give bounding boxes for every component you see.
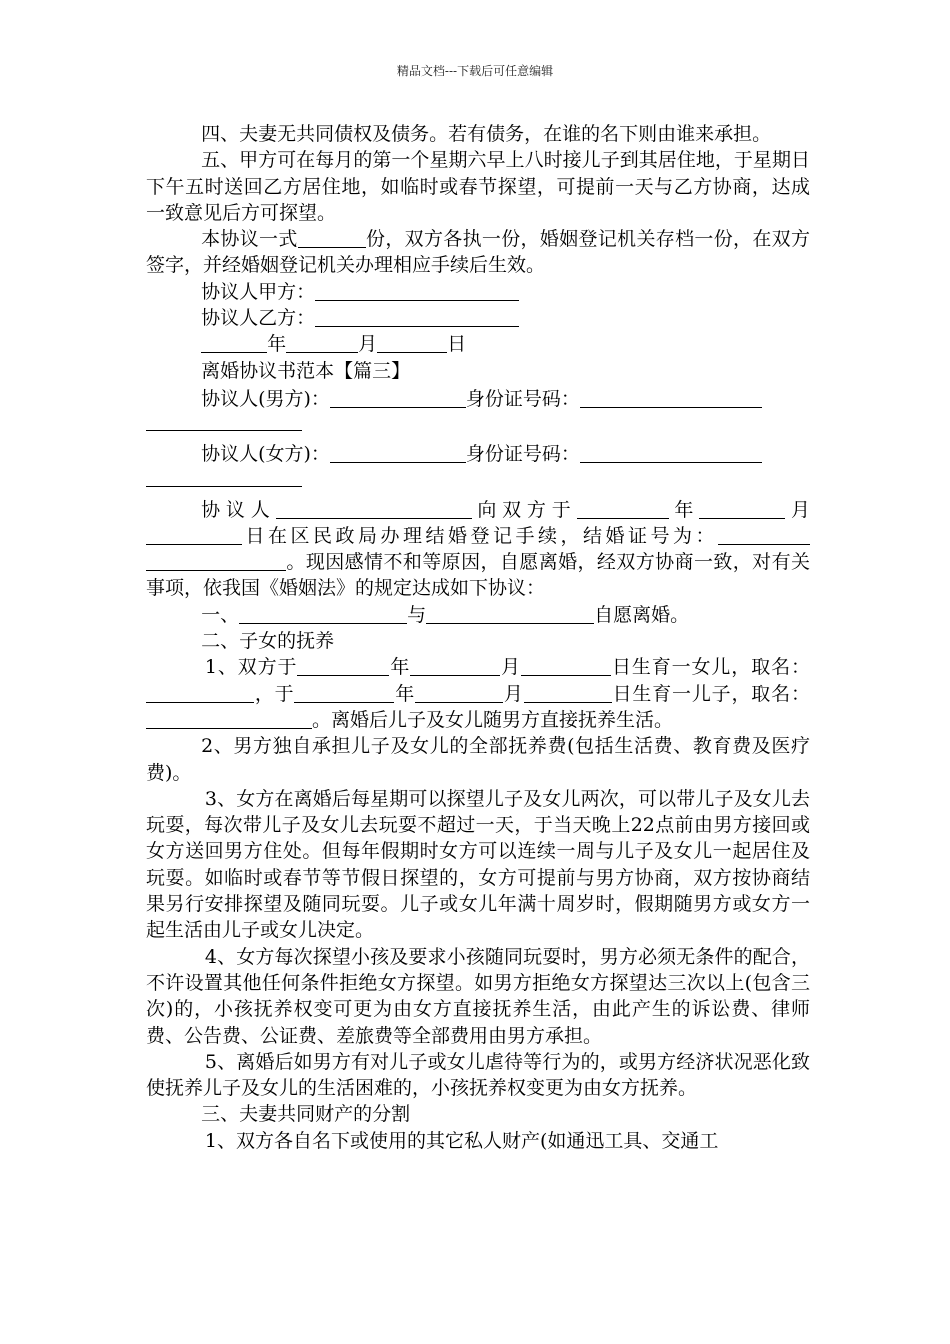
blank-field xyxy=(146,412,302,431)
document-body xyxy=(146,121,810,1154)
blank-field xyxy=(201,334,267,353)
blank-field xyxy=(377,334,447,353)
blank-field xyxy=(580,389,762,408)
item-three-title: 三、夫妻共同财产的分割 xyxy=(201,1103,411,1126)
blank-field xyxy=(239,605,407,624)
blank-field xyxy=(330,389,466,408)
blank-field xyxy=(524,684,612,703)
clause-children-5: 5、离婚后如男方有对儿子或女儿虐待等行为的，或男方经济状况恶化致使抚养儿子及女儿的生活困难的，小孩抚养权变更为由女方抚养。 xyxy=(146,1050,810,1100)
clause-property-1: 1、双方各自名下或使用的其它私人财产(如通迅工具、交通工 xyxy=(204,1129,719,1152)
blank-field xyxy=(577,500,669,519)
blank-field xyxy=(415,684,503,703)
section-title: 离婚协议书范本【篇三】 xyxy=(201,359,411,382)
blank-field xyxy=(315,282,519,301)
paragraph-debts: 四、夫妻无共同债权及债务。若有债务，在谁的名下则由谁来承担。 xyxy=(201,123,772,145)
blank-field xyxy=(297,657,389,676)
clause-children-2: 2、男方独自承担儿子及女儿的全部抚养费(包括生活费、教育费及医疗费)。 xyxy=(146,735,810,784)
clause-children-3: 3、女方在离婚后每星期可以探望儿子及女儿两次，可以带儿子及女儿去玩耍，每次带儿子及女儿去玩耍不超过一天，于当天晚上22点前由男方接回或女方送回男方住处。但每年假期时女方可以连续一周与儿子及女儿一起居住及玩耍。如临时或春节等节假日探望的，女方可提前与男方协商，双方按协商结果另行安排探望及随同玩耍。儿子或女儿年满十周岁时，假期随男方或女方一起生活由儿子或女儿决定。 xyxy=(146,787,810,942)
paragraph-registration: 协议人 向双方于 年 月日在区民政局办理结婚登记手续，结婚证号为：。现因感情不和等原因，自愿离婚，经双方协商一致，对有关事项，依我国《婚姻法》的规定达成如下协议： xyxy=(146,498,810,600)
blank-field xyxy=(410,657,500,676)
item-two-title: 二、子女的抚养 xyxy=(201,630,335,653)
blank-field xyxy=(146,710,312,729)
clause-children-4: 4、女方每次探望小孩及要求小孩随同玩耍时，男方必须无条件的配合，不许设置其他任何条件拒绝女方探望。如男方拒绝女方探望达三次以上(包含三次)的，小孩抚养权变可更为由女方直接抚养生活，由此产生的诉讼费、律师费、公告费、公证费、差旅费等全部费用由男方承担。 xyxy=(146,945,810,1047)
paragraph-visitation: 五、甲方可在每月的第一个星期六早上八时接儿子到其居住地，于星期日下午五时送回乙方居住地，如临时或春节探望，可提前一天与乙方协商，达成一致意见后方可探望。 xyxy=(146,149,810,224)
blank-field xyxy=(718,526,810,545)
blank-field xyxy=(146,468,302,487)
blank-field xyxy=(699,500,785,519)
blank-field xyxy=(426,605,594,624)
party-man-line: 协议人(男方)： 身份证号码： xyxy=(146,386,810,412)
signature-party-b: 协议人乙方： xyxy=(146,305,810,331)
blank-field xyxy=(330,444,466,463)
blank-field xyxy=(276,500,472,519)
blank-field xyxy=(298,229,366,248)
blank-field xyxy=(521,657,611,676)
blank-field xyxy=(146,552,286,571)
blank-field xyxy=(315,308,519,327)
signature-party-a: 协议人甲方： xyxy=(146,279,810,305)
blank-field xyxy=(146,526,242,545)
blank-field xyxy=(580,444,762,463)
party-woman-line: 协议人(女方)： 身份证号码： xyxy=(146,441,810,467)
page-header: 精品文档---下载后可任意编辑 xyxy=(396,64,554,78)
item-one: 一、 与 自愿离婚。 xyxy=(201,603,690,626)
blank-field xyxy=(294,684,394,703)
blank-field xyxy=(286,334,358,353)
signature-date: 年 月 日 xyxy=(146,331,810,357)
blank-field xyxy=(146,684,254,703)
clause-children-1: 1、双方于 年 月 日生育一女儿，取名：，于 年 月 日生育一儿子，取名：。离婚后儿子及女儿随男方直接抚养生活。 xyxy=(146,654,810,733)
paragraph-copies: 本协议一式 份，双方各执一份，婚姻登记机关存档一份，在双方签字，并经婚姻登记机关办理相应手续后生效。 xyxy=(146,228,810,277)
